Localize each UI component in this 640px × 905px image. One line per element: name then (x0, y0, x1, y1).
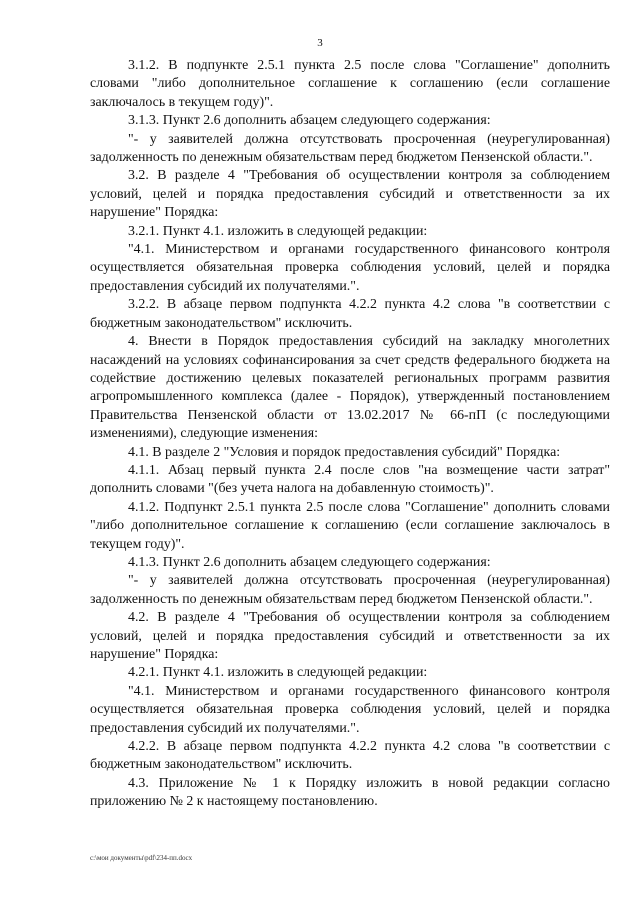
paragraph: "- у заявителей должна отсутствовать просроченная (неурегулированная) задолженность по денежным обязательствам перед бюджетом Пензенской области.". (90, 573, 610, 607)
paragraph: 4.3. Приложение № 1 к Порядку изложить в новой редакции согласно приложению № 2 к настоящему постановлению. (90, 775, 610, 810)
document-body (90, 57, 610, 812)
paragraph: 4.2.2. В абзаце первом подпункта 4.2.2 пункта 4.2 слова "в соответствии с бюджетным законодательством" исключить. (90, 739, 610, 773)
paragraph: 3.2. В разделе 4 "Требования об осуществлении контроля за соблюдением условий, целей и порядка предоставления субсидий и ответственности за их нарушение" Порядка: (90, 168, 610, 221)
paragraph: 4.1.3. Пункт 2.6 дополнить абзацем следующего содержания: (128, 554, 491, 570)
paragraph: "4.1. Министерством и органами государственного финансового контроля осуществляется обязательная проверка соблюдения условий, целей и порядка предоставления субсидий их получателями.". (90, 683, 610, 736)
paragraph: 3.1.2. В подпункте 2.5.1 пункта 2.5 после слова "Соглашение" дополнить словами "либо дополнительное соглашение к соглашению (если соглашение заключалось в текущем году)". (90, 58, 610, 110)
paragraph: "- у заявителей должна отсутствовать просроченная (неурегулированная) задолженность по денежным обязательствам перед бюджетом Пензенской области.". (90, 131, 610, 166)
paragraph: 3.2.2. В абзаце первом подпункта 4.2.2 пункта 4.2 слова "в соответствии с бюджетным законодательством" исключить. (90, 297, 610, 331)
paragraph: 4.2.1. Пункт 4.1. изложить в следующей редакции: (128, 665, 428, 681)
page-number: 3 (317, 37, 323, 49)
paragraph: 3.1.3. Пункт 2.6 дополнить абзацем следующего содержания: (128, 113, 491, 129)
paragraph: 4.2. В разделе 4 "Требования об осуществлении контроля за соблюдением условий, целей и порядка предоставления субсидий и ответственности за их нарушение" Порядка: (90, 610, 610, 662)
paragraph: 4. Внести в Порядок предоставления субсидий на закладку многолетних насаждений на условиях софинансирования за счет средств федерального бюджета на содействие достижению целевых показателей региональных программ развития агропромышленного комплекса (далее - Порядок), утвержденный постановлением Правительства Пензенской области от 13.02.2017 № 66-пП (с последующими изменениями), следующие изменения: (90, 334, 610, 442)
footer-file-path: c:\мои документы\pdf\234-пп.docx (90, 854, 193, 862)
paragraph: 3.2.1. Пункт 4.1. изложить в следующей редакции: (128, 223, 428, 239)
paragraph: 4.1.1. Абзац первый пункта 2.4 после слов "на возмещение части затрат" дополнить словами "(без учета налога на добавленную стоимость)". (90, 462, 610, 497)
paragraph: 4.1. В разделе 2 "Условия и порядок предоставления субсидий" Порядка: (128, 444, 561, 460)
paragraph: 4.1.2. Подпункт 2.5.1 пункта 2.5 после слова "Соглашение" дополнить словами "либо дополнительное соглашение к соглашению (если соглашение заключалось в текущем году)". (90, 499, 610, 552)
paragraph: "4.1. Министерством и органами государственного финансового контроля осуществляется обязательная проверка соблюдения условий, целей и порядка предоставления субсидий их получателями.". (90, 242, 610, 294)
